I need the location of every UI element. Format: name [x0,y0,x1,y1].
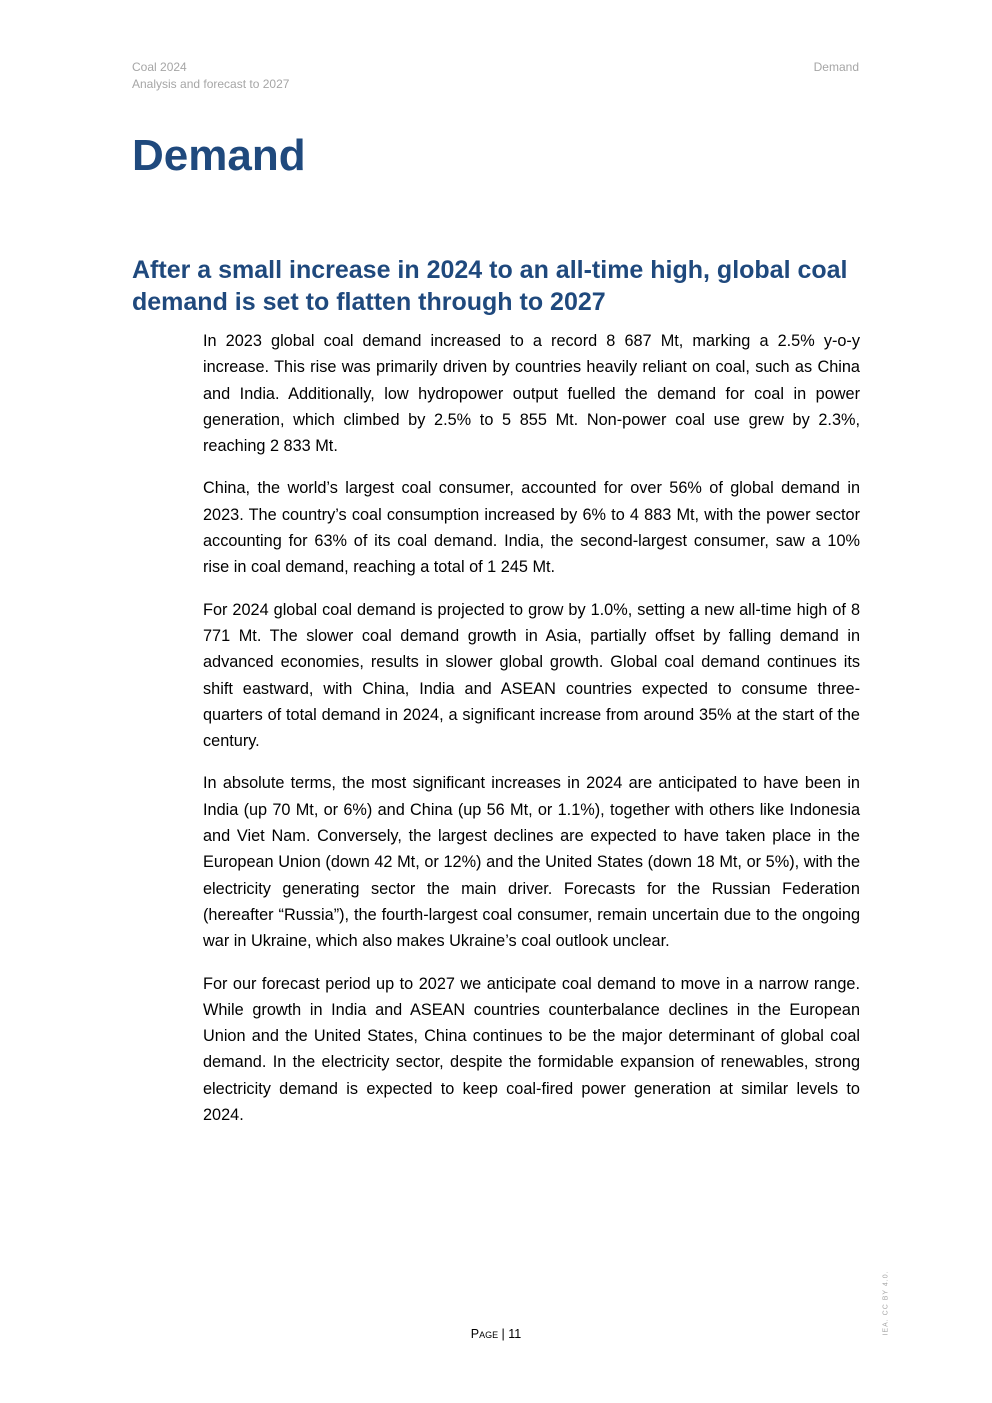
running-header-section: Demand [813,60,859,74]
paragraph: China, the world’s largest coal consumer, accounted for over 56% of global demand in 2023. The country’s coal consumption increased by 6% to 4 883 Mt, with the power sector accounting for 63% of its coal demand. India, the second-largest consumer, saw a 10% rise in coal demand, reaching a total of 1 245 Mt. [203,479,860,577]
page-footer [0,1326,992,1342]
page-separator: | [498,1327,509,1341]
paragraph: For 2024 global coal demand is projected to grow by 1.0%, setting a new all-time high of 8 771 Mt. The slower coal demand growth in Asia, partially offset by falling demand in advanced economies, results in slower global growth. Global coal demand continues its shift eastward, with China, India and ASEAN countries expected to consume three-quarters of total demand in 2024, a significant increase from around 35% at the start of the century. [203,600,860,751]
page-title: Demand [132,131,306,180]
section-heading: After a small increase in 2024 to an all-time high, global coal demand is set to flatten through to 2027 [132,256,848,316]
page-number: 11 [508,1327,522,1341]
paragraph: In 2023 global coal demand increased to a record 8 687 Mt, marking a 2.5% y-o-y increase. This rise was primarily driven by countries heavily reliant on coal, such as China and India. Additionally, low hydropower output fuelled the demand for coal in power generation, which climbed by 2.5% to 5 855 Mt. Non-power coal use grew by 2.3%, reaching 2 833 Mt. [203,332,860,456]
report-title: Coal 2024 [132,60,187,74]
report-subtitle: Analysis and forecast to 2027 [132,77,290,91]
license-note: IEA. CC BY 4.0. [882,1270,890,1336]
body-text [203,328,860,1144]
page-label: Page [470,1327,499,1341]
paragraph: In absolute terms, the most significant increases in 2024 are anticipated to have been in India (up 70 Mt, or 6%) and China (up 56 Mt, or 1.1%), together with others like Indonesia and Viet Nam. Conversely, the largest declines are expected to have taken place in the European Union (down 42 Mt, or 12%) and the United States (down 18 Mt, or 5%), with the electricity generating sector the main driver. Forecasts for the Russian Federation (hereafter “Russia”), the fourth-largest coal consumer, remain uncertain due to the ongoing war in Ukraine, which also makes Ukraine’s coal outlook unclear. [203,774,860,951]
paragraph: For our forecast period up to 2027 we anticipate coal demand to move in a narrow range. While growth in India and ASEAN countries counterbalance declines in the European Union and the United States, China continues to be the major determinant of global coal demand. In the electricity sector, despite the formidable expansion of renewables, strong electricity demand is expected to keep coal-fired power generation at similar levels to 2024. [203,974,860,1125]
running-header-left [132,59,289,93]
